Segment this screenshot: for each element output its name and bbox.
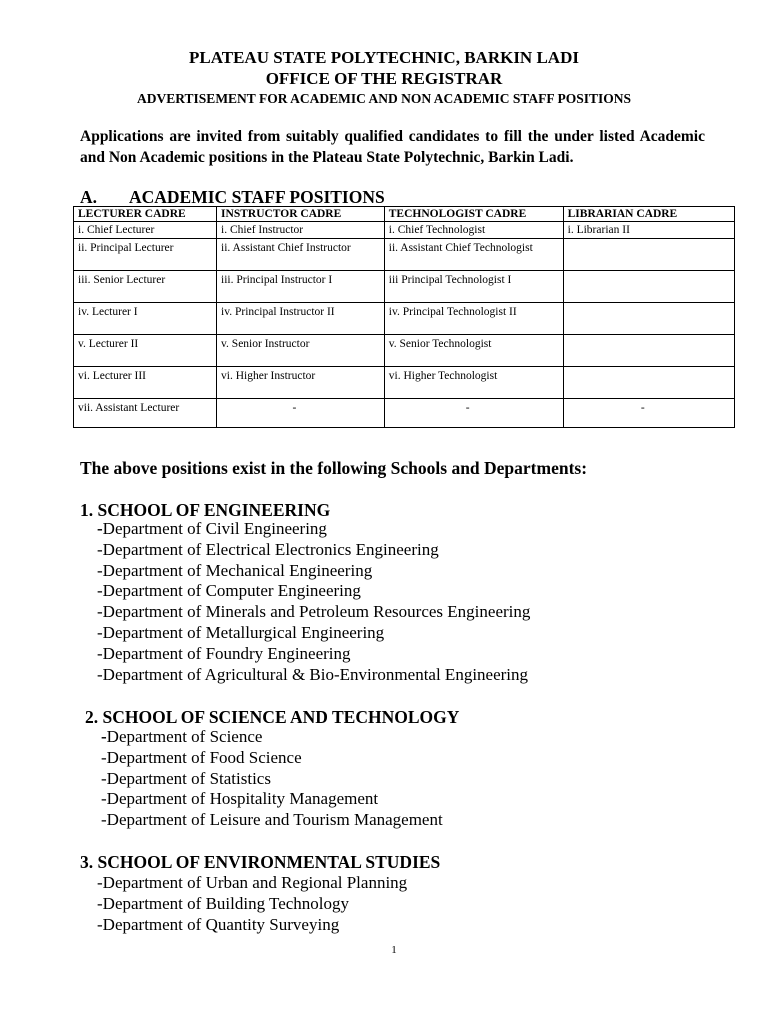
table-row	[74, 399, 735, 428]
list-item: -Department of Mechanical Engineering	[97, 560, 373, 580]
school-engineering-title: 1. SCHOOL OF ENGINEERING	[80, 500, 331, 520]
list-item: -Department of Leisure and Tourism Management	[101, 810, 443, 830]
table-cell: vi. Lecturer III	[74, 367, 217, 399]
page-number: 1	[391, 944, 397, 956]
header-technologist-cadre: TECHNOLOGIST CADRE	[384, 207, 563, 222]
table-row	[74, 303, 735, 335]
school-engineering-departments	[97, 519, 530, 685]
table-row	[74, 222, 735, 239]
schools-intro-heading: The above positions exist in the following Schools and Departments:	[80, 458, 588, 478]
table-cell: v. Senior Instructor	[217, 335, 385, 367]
school-environmental-title: 3. SCHOOL OF ENVIRONMENTAL STUDIES	[80, 852, 441, 872]
school-science-title: 2. SCHOOL OF SCIENCE AND TECHNOLOGY	[85, 707, 460, 727]
list-item: -Department of Food Science	[101, 747, 302, 767]
table-cell: -	[217, 399, 385, 428]
table-cell: iii. Senior Lecturer	[74, 271, 217, 303]
table-cell	[563, 239, 734, 271]
office-title: OFFICE OF THE REGISTRAR	[265, 69, 503, 88]
section-title: ACADEMIC STAFF POSITIONS	[129, 187, 385, 207]
intro-paragraph: Applications are invited from suitably qualified candidates to fill the under listed Academic and Non Academic positions in the Plateau State Polytechnic, Barkin Ladi.	[80, 128, 705, 166]
section-a-heading	[80, 187, 385, 207]
table-cell: i. Chief Instructor	[217, 222, 385, 239]
table-row	[74, 335, 735, 367]
school-science-departments	[101, 727, 443, 831]
table-cell: -	[563, 399, 734, 428]
list-item: -Department of Civil Engineering	[97, 519, 327, 538]
table-cell: iii. Principal Instructor I	[217, 271, 385, 303]
list-item: -Department of Minerals and Petroleum Resources Engineering	[97, 602, 531, 622]
table-cell: v. Lecturer II	[74, 335, 217, 367]
positions-table	[73, 206, 735, 428]
table-cell	[563, 271, 734, 303]
table-cell	[563, 303, 734, 335]
institution-title: PLATEAU STATE POLYTECHNIC, BARKIN LADI	[189, 48, 579, 67]
list-item: -Department of Science	[101, 727, 263, 746]
table-header-row	[74, 207, 735, 222]
list-item: -Department of Quantity Surveying	[97, 914, 340, 934]
table-cell: ii. Assistant Chief Technologist	[384, 239, 563, 271]
section-letter: A.	[80, 187, 98, 207]
table-row	[74, 271, 735, 303]
table-cell	[563, 367, 734, 399]
list-item: -Department of Agricultural & Bio-Environmental Engineering	[97, 664, 529, 684]
table-cell: v. Senior Technologist	[384, 335, 563, 367]
list-item: -Department of Building Technology	[97, 893, 350, 913]
table-cell: vi. Higher Technologist	[384, 367, 563, 399]
list-item: -Department of Hospitality Management	[101, 789, 379, 809]
list-item: -Department of Metallurgical Engineering	[97, 622, 385, 642]
table-cell: ii. Assistant Chief Instructor	[217, 239, 385, 271]
list-item: -Department of Computer Engineering	[97, 581, 361, 601]
table-cell: i. Librarian II	[563, 222, 734, 239]
header-lecturer-cadre: LECTURER CADRE	[74, 207, 217, 222]
table-cell: vi. Higher Instructor	[217, 367, 385, 399]
list-item: -Department of Statistics	[101, 768, 271, 788]
school-environmental-departments	[97, 873, 407, 935]
table-cell: vii. Assistant Lecturer	[74, 399, 217, 428]
table-cell: i. Chief Lecturer	[74, 222, 217, 239]
table-cell: iii Principal Technologist I	[384, 271, 563, 303]
table-cell: i. Chief Technologist	[384, 222, 563, 239]
table-cell: iv. Lecturer I	[74, 303, 217, 335]
table-row	[74, 239, 735, 271]
header-instructor-cadre: INSTRUCTOR CADRE	[217, 207, 385, 222]
list-item: -Department of Electrical Electronics Engineering	[97, 539, 439, 559]
table-cell: -	[384, 399, 563, 428]
header-librarian-cadre: LIBRARIAN CADRE	[563, 207, 734, 222]
list-item: -Department of Foundry Engineering	[97, 643, 351, 663]
advert-title: ADVERTISEMENT FOR ACADEMIC AND NON ACADEMIC STAFF POSITIONS	[137, 91, 631, 106]
list-item: -Department of Urban and Regional Planning	[97, 873, 408, 892]
table-cell: iv. Principal Instructor II	[217, 303, 385, 335]
table-row	[74, 367, 735, 399]
table-cell	[563, 335, 734, 367]
table-cell: iv. Principal Technologist II	[384, 303, 563, 335]
table-cell: ii. Principal Lecturer	[74, 239, 217, 271]
